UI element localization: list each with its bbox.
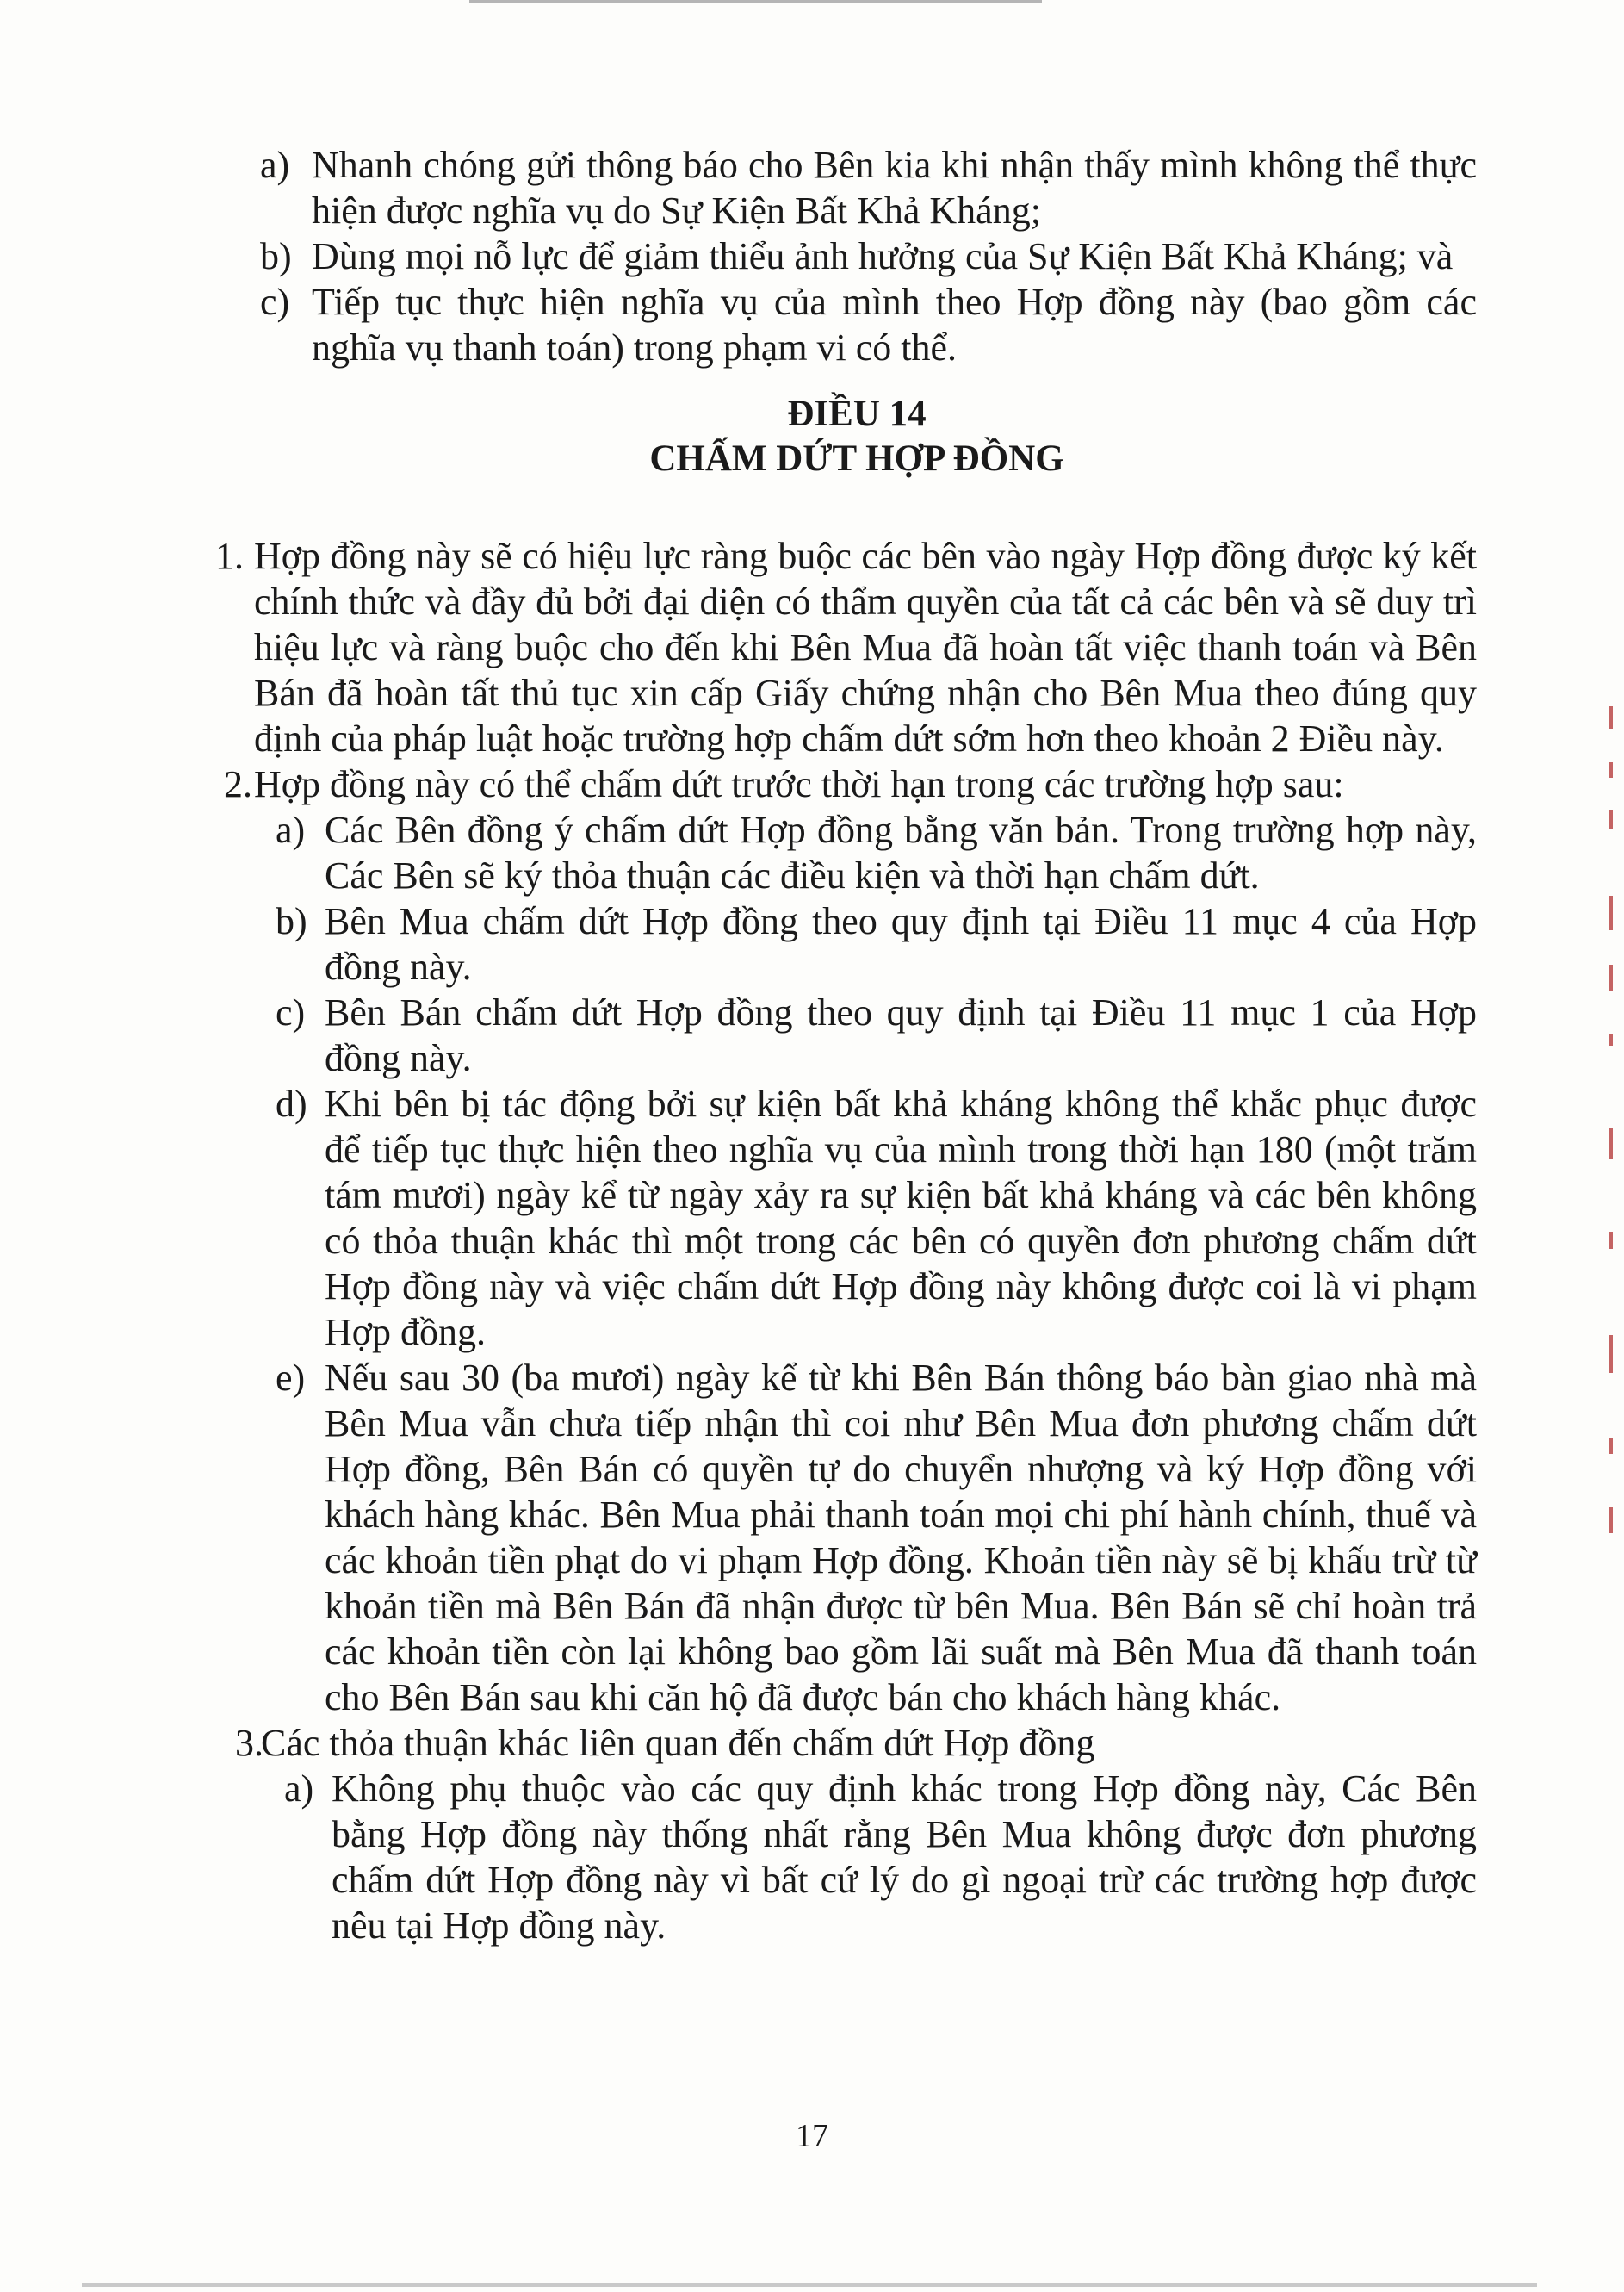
list-item-text: Nếu sau 30 (ba mươi) ngày kể từ khi Bên Bán thông báo bàn giao nhà mà Bên Mua vẫn chưa tiếp nhận thì coi như Bên Mua đơn phương chấm dứt Hợp đồng, Bên Bán có quyền tự do chuyển nhượng và ký Hợp đồng với khách hàng khác. Bên Mua phải thanh toán mọi chi phí hành chính, thuế và các khoản tiền phạt do vi phạm Hợp đồng. Khoản tiền này sẽ bị khấu trừ từ khoản tiền mà Bên Bán đã nhận được từ bên Mua. Bên Bán sẽ chỉ hoàn trả các khoản tiền còn lại không bao gồm lãi suất mà Bên Mua đã thanh toán cho Bên Bán sau khi căn hộ đã được bán cho khách hàng khác. bbox=[325, 1357, 1477, 1718]
list-item-label: a) bbox=[284, 1767, 314, 1810]
list-item bbox=[211, 1355, 1477, 1720]
bottom-edge-rule bbox=[82, 2283, 1537, 2287]
list-item-label: c) bbox=[260, 281, 290, 323]
clause-label: 2. bbox=[224, 763, 252, 805]
list-item-text: Bên Bán chấm dứt Hợp đồng theo quy định tại Điều 11 mục 1 của Hợp đồng này. bbox=[325, 991, 1477, 1079]
clause-text: Các thỏa thuận khác liên quan đến chấm dứt Hợp đồng bbox=[261, 1722, 1095, 1764]
clause-1 bbox=[211, 533, 1477, 761]
clause-label: 3. bbox=[235, 1722, 263, 1764]
list-item bbox=[211, 1081, 1477, 1355]
clause-2-sublist bbox=[211, 807, 1477, 1720]
list-item bbox=[211, 233, 1477, 279]
list-item bbox=[211, 990, 1477, 1081]
list-item-text: Tiếp tục thực hiện nghĩa vụ của mình theo Hợp đồng này (bao gồm các nghĩa vụ thanh toán) trong phạm vi có thể. bbox=[312, 281, 1477, 369]
clause-3 bbox=[211, 1720, 1477, 1766]
document-body bbox=[211, 142, 1477, 1948]
clause-text: Hợp đồng này có thể chấm dứt trước thời hạn trong các trường hợp sau: bbox=[254, 763, 1344, 805]
clause-label: 1. bbox=[215, 535, 244, 577]
clause-text: Hợp đồng này sẽ có hiệu lực ràng buộc các bên vào ngày Hợp đồng được ký kết chính thức và đầy đủ bởi đại diện có thẩm quyền của tất cả các bên và sẽ duy trì hiệu lực và ràng buộc cho đến khi Bên Mua đã hoàn tất việc thanh toán và Bên Bán đã hoàn tất thủ tục xin cấp Giấy chứng nhận cho Bên Mua theo đúng quy định của pháp luật hoặc trường hợp chấm dứt sớm hơn theo khoản 2 Điều này. bbox=[254, 535, 1477, 760]
list-item bbox=[211, 898, 1477, 990]
top-edge-rule bbox=[469, 0, 1042, 3]
list-item bbox=[211, 807, 1477, 898]
clause-3-sublist bbox=[211, 1766, 1477, 1948]
list-item bbox=[211, 1766, 1477, 1948]
page-number: 17 bbox=[796, 2118, 828, 2154]
list-item-label: c) bbox=[276, 991, 306, 1034]
clause-2 bbox=[211, 761, 1477, 807]
list-item-label: b) bbox=[260, 235, 292, 277]
list-item bbox=[211, 279, 1477, 370]
list-item-label: a) bbox=[276, 809, 306, 851]
list-item-label: b) bbox=[276, 900, 307, 942]
list-item-label: a) bbox=[260, 144, 290, 186]
list-item-text: Không phụ thuộc vào các quy định khác trong Hợp đồng này, Các Bên bằng Hợp đồng này thống nhất rằng Bên Mua không được đơn phương chấm dứt Hợp đồng này vì bất cứ lý do gì ngoại trừ các trường hợp được nêu tại Hợp đồng này. bbox=[332, 1767, 1477, 1947]
article-number: ĐIỀU 14 bbox=[787, 394, 927, 434]
list-item-text: Nhanh chóng gửi thông báo cho Bên kia khi nhận thấy mình không thể thực hiện được nghĩa vụ do Sự Kiện Bất Khả Kháng; bbox=[312, 144, 1477, 232]
list-item-text: Dùng mọi nỗ lực để giảm thiểu ảnh hưởng của Sự Kiện Bất Khả Kháng; và bbox=[312, 235, 1454, 277]
list-item-text: Khi bên bị tác động bởi sự kiện bất khả kháng không thể khắc phục được để tiếp tục thực hiện theo nghĩa vụ của mình trong thời hạn 180 (một trăm tám mươi) ngày kể từ ngày xảy ra sự kiện bất khả kháng và các bên không có thỏa thuận khác thì một trong các bên có quyền đơn phương chấm dứt Hợp đồng này và việc chấm dứt Hợp đồng này không được coi là vi phạm Hợp đồng. bbox=[325, 1083, 1477, 1353]
list-item-text: Bên Mua chấm dứt Hợp đồng theo quy định tại Điều 11 mục 4 của Hợp đồng này. bbox=[325, 900, 1477, 988]
list-item bbox=[211, 142, 1477, 233]
list-item-text: Các Bên đồng ý chấm dứt Hợp đồng bằng văn bản. Trong trường hợp này, Các Bên sẽ ký thỏa thuận các điều kiện và thời hạn chấm dứt. bbox=[325, 809, 1477, 897]
list-item-label: d) bbox=[276, 1083, 307, 1125]
list-item-label: e) bbox=[276, 1357, 306, 1399]
force-majeure-obligations-list bbox=[211, 142, 1477, 370]
article-heading bbox=[211, 392, 1477, 481]
margin-stamp-marks bbox=[1609, 680, 1615, 1576]
article-title: CHẤM DỨT HỢP ĐỒNG bbox=[649, 438, 1064, 479]
